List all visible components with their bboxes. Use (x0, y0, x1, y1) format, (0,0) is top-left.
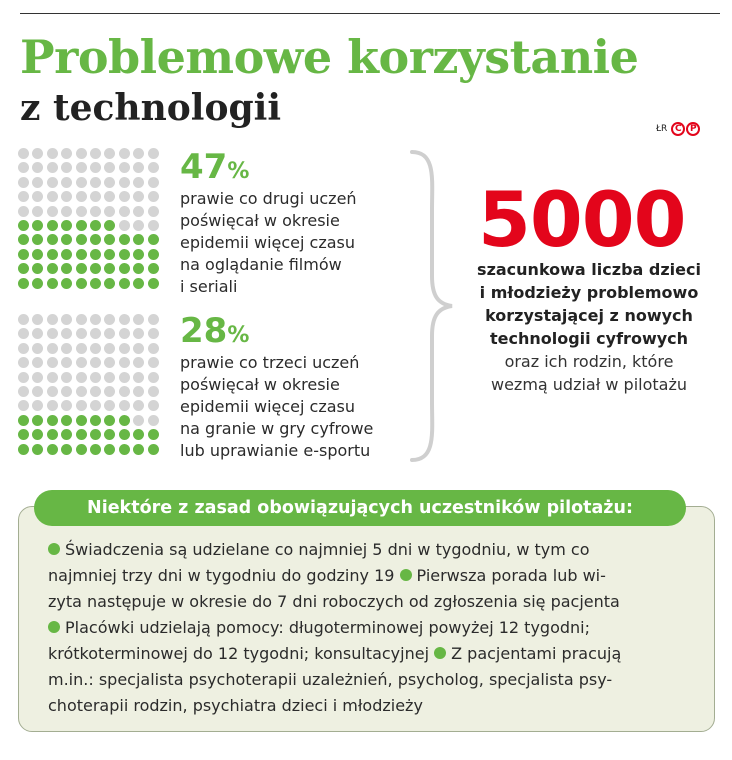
grid-dot (119, 220, 130, 231)
grid-dot (61, 415, 72, 426)
grid-dot (90, 415, 101, 426)
grid-dot (104, 234, 115, 245)
stat-description-line: epidemii więcej czasu (180, 233, 356, 252)
grid-dot (76, 191, 87, 202)
grid-dot (76, 263, 87, 274)
grid-dot (148, 148, 159, 159)
grid-dot (47, 400, 58, 411)
grid-dot (119, 263, 130, 274)
grid-dot (148, 372, 159, 383)
grid-dot (148, 357, 159, 368)
grid-dot (90, 372, 101, 383)
grid-dot (133, 415, 144, 426)
rules-line (48, 641, 708, 667)
stat-percent-47 (180, 148, 249, 192)
grid-dot (76, 177, 87, 188)
title-line-2: z technologii (20, 87, 281, 129)
grid-dot (76, 400, 87, 411)
grid-dot (18, 314, 29, 325)
grid-dot (18, 386, 29, 397)
grid-dot (32, 162, 43, 173)
big-desc-line: oraz ich rodzin, które (504, 352, 674, 371)
grid-dot (47, 234, 58, 245)
grid-dot (90, 386, 101, 397)
rules-line (48, 667, 708, 693)
grid-dot (18, 278, 29, 289)
grid-dot (104, 206, 115, 217)
grid-dot (90, 429, 101, 440)
grid-dot (90, 162, 101, 173)
grid-dot (32, 314, 43, 325)
grid-dot (47, 444, 58, 455)
grid-dot (119, 444, 130, 455)
grid-dot (47, 148, 58, 159)
top-rule (20, 13, 720, 14)
grid-dot (76, 206, 87, 217)
dot-grid-28 (18, 314, 162, 458)
grid-dot (104, 263, 115, 274)
grid-dot (61, 191, 72, 202)
stat-description-line: epidemii więcej czasu (180, 397, 356, 416)
grid-dot (119, 357, 130, 368)
grid-dot (32, 444, 43, 455)
rules-segment: Placówki udzielają pomocy: długoterminowej powyżej 12 tygodni; (65, 618, 590, 637)
grid-dot (148, 234, 159, 245)
grid-dot (133, 429, 144, 440)
grid-dot (61, 278, 72, 289)
grid-dot (119, 386, 130, 397)
grid-dot (76, 357, 87, 368)
rules-line (48, 563, 708, 589)
grid-dot (47, 343, 58, 354)
grid-dot (133, 177, 144, 188)
grid-dot (18, 263, 29, 274)
grid-dot (47, 206, 58, 217)
grid-dot (133, 400, 144, 411)
grid-dot (61, 249, 72, 260)
grid-dot (119, 249, 130, 260)
grid-dot (61, 343, 72, 354)
rules-text (48, 537, 708, 719)
grid-dot (47, 357, 58, 368)
author-initials: ŁR (656, 124, 668, 134)
grid-dot (32, 328, 43, 339)
grid-dot (104, 162, 115, 173)
grid-dot (90, 206, 101, 217)
grid-dot (133, 249, 144, 260)
grid-dot (61, 148, 72, 159)
grid-dot (119, 372, 130, 383)
grid-dot (18, 220, 29, 231)
grid-dot (47, 372, 58, 383)
grid-dot (76, 278, 87, 289)
stat-description-line: na granie w gry cyfrowe (180, 419, 374, 438)
grid-dot (18, 206, 29, 217)
grid-dot (104, 415, 115, 426)
stat-description-line: lub uprawianie e-sportu (180, 441, 371, 460)
grid-dot (61, 314, 72, 325)
grid-dot (76, 220, 87, 231)
grid-dot (119, 177, 130, 188)
grid-dot (148, 191, 159, 202)
grid-dot (76, 386, 87, 397)
grid-dot (32, 386, 43, 397)
grid-dot (32, 234, 43, 245)
grid-dot (32, 357, 43, 368)
grid-dot (47, 314, 58, 325)
rules-line (48, 589, 708, 615)
grid-dot (133, 372, 144, 383)
credit (656, 122, 701, 136)
percent-sign: % (227, 323, 250, 348)
grid-dot (133, 278, 144, 289)
grid-dot (90, 278, 101, 289)
grid-dot (148, 415, 159, 426)
grid-dot (119, 162, 130, 173)
grid-dot (32, 278, 43, 289)
grid-dot (76, 429, 87, 440)
big-desc-line: wezmą udział w pilotażu (490, 375, 687, 394)
grid-dot (32, 429, 43, 440)
bullet-icon (48, 543, 60, 555)
grid-dot (104, 343, 115, 354)
stat-description-line: poświęcał w okresie (180, 375, 340, 394)
grid-dot (133, 234, 144, 245)
grid-dot (61, 429, 72, 440)
grid-dot (18, 415, 29, 426)
big-desc-bold-line: szacunkowa liczba dzieci (477, 260, 701, 279)
grid-dot (47, 328, 58, 339)
grid-dot (104, 220, 115, 231)
rules-segment: m.in.: specjalista psychoterapii uzależnień, psycholog, specjalista psy- (48, 670, 613, 689)
grid-dot (18, 400, 29, 411)
grid-dot (148, 263, 159, 274)
grid-dot (76, 444, 87, 455)
grid-dot (90, 343, 101, 354)
grid-dot (61, 162, 72, 173)
grid-dot (32, 400, 43, 411)
dot-grid-47 (18, 148, 162, 292)
grid-dot (61, 357, 72, 368)
rules-line (48, 693, 708, 719)
rules-line (48, 615, 708, 641)
big-desc-bold-line: korzystającej z nowych (485, 306, 693, 325)
grid-dot (90, 328, 101, 339)
grid-dot (148, 386, 159, 397)
grid-dot (104, 400, 115, 411)
stat-description-47 (180, 188, 357, 298)
grid-dot (76, 415, 87, 426)
grid-dot (90, 177, 101, 188)
grid-dot (90, 314, 101, 325)
grid-dot (18, 444, 29, 455)
grid-dot (104, 278, 115, 289)
grid-dot (104, 429, 115, 440)
rules-segment: najmniej trzy dni w tygodniu do godziny 19 (48, 566, 400, 585)
stat-description-28 (180, 352, 373, 462)
grid-dot (133, 328, 144, 339)
grid-dot (47, 263, 58, 274)
grid-dot (148, 162, 159, 173)
grid-dot (119, 429, 130, 440)
big-number-5000: 5000 (478, 175, 686, 264)
grid-dot (90, 444, 101, 455)
grid-dot (133, 343, 144, 354)
grid-dot (47, 191, 58, 202)
grid-dot (148, 314, 159, 325)
grid-dot (90, 400, 101, 411)
stat-description-line: i seriali (180, 277, 238, 296)
grid-dot (90, 263, 101, 274)
stat-percent-value: 28 (180, 311, 228, 351)
bullet-icon (48, 621, 60, 633)
grid-dot (133, 263, 144, 274)
grid-dot (32, 148, 43, 159)
grid-dot (76, 372, 87, 383)
grid-dot (104, 386, 115, 397)
grid-dot (133, 220, 144, 231)
stat-description-line: poświęcał w okresie (180, 211, 340, 230)
grid-dot (61, 328, 72, 339)
grid-dot (47, 278, 58, 289)
grid-dot (61, 206, 72, 217)
grid-dot (133, 206, 144, 217)
grid-dot (61, 220, 72, 231)
grid-dot (133, 444, 144, 455)
grid-dot (119, 206, 130, 217)
grid-dot (133, 314, 144, 325)
grid-dot (61, 234, 72, 245)
grid-dot (104, 314, 115, 325)
grid-dot (148, 429, 159, 440)
grid-dot (119, 314, 130, 325)
rules-segment: Pierwsza porada lub wi- (416, 566, 606, 585)
grid-dot (133, 191, 144, 202)
grid-dot (90, 249, 101, 260)
grid-dot (76, 314, 87, 325)
grid-dot (32, 191, 43, 202)
grid-dot (18, 234, 29, 245)
grid-dot (104, 444, 115, 455)
grid-dot (119, 191, 130, 202)
grid-dot (104, 372, 115, 383)
grid-dot (104, 328, 115, 339)
stat-percent-28 (180, 312, 249, 356)
grid-dot (61, 386, 72, 397)
grid-dot (148, 400, 159, 411)
grid-dot (76, 328, 87, 339)
stat-description-line: na oglądanie filmów (180, 255, 342, 274)
rules-segment: Z pacjentami pracują (451, 644, 622, 663)
grid-dot (61, 400, 72, 411)
grid-dot (32, 343, 43, 354)
bullet-icon (434, 647, 446, 659)
grid-dot (18, 343, 29, 354)
grid-dot (61, 177, 72, 188)
grid-dot (90, 191, 101, 202)
grid-dot (18, 429, 29, 440)
title-line-1: Problemowe korzystanie (20, 30, 639, 84)
grid-dot (18, 372, 29, 383)
grid-dot (32, 415, 43, 426)
grid-dot (32, 220, 43, 231)
grid-dot (61, 263, 72, 274)
grid-dot (90, 148, 101, 159)
grid-dot (32, 263, 43, 274)
grid-dot (32, 206, 43, 217)
grid-dot (47, 162, 58, 173)
grid-dot (76, 249, 87, 260)
grid-dot (47, 386, 58, 397)
grid-dot (76, 234, 87, 245)
grid-dot (90, 220, 101, 231)
grid-dot (90, 357, 101, 368)
rules-segment: choterapii rodzin, psychiatra dzieci i młodzieży (48, 696, 423, 715)
grid-dot (119, 328, 130, 339)
grid-dot (90, 234, 101, 245)
grid-dot (32, 177, 43, 188)
grid-dot (61, 372, 72, 383)
percent-sign: % (227, 159, 250, 184)
grid-dot (18, 249, 29, 260)
grid-dot (18, 162, 29, 173)
grid-dot (133, 386, 144, 397)
big-desc-bold-line: i młodzieży problemowo (479, 283, 699, 302)
grid-dot (119, 400, 130, 411)
grid-dot (119, 278, 130, 289)
rules-segment: Świadczenia są udzielane co najmniej 5 dni w tygodniu, w tym co (65, 540, 590, 559)
grid-dot (133, 357, 144, 368)
big-desc-bold-line: technologii cyfrowych (489, 329, 689, 348)
grid-dot (47, 249, 58, 260)
grid-dot (18, 328, 29, 339)
grid-dot (104, 357, 115, 368)
grid-dot (47, 220, 58, 231)
grid-dot (76, 148, 87, 159)
logo-c-icon: C (671, 122, 685, 136)
bullet-icon (400, 569, 412, 581)
grid-dot (18, 177, 29, 188)
grid-dot (148, 177, 159, 188)
grid-dot (18, 148, 29, 159)
grid-dot (148, 343, 159, 354)
grid-dot (47, 429, 58, 440)
grid-dot (76, 162, 87, 173)
grid-dot (32, 372, 43, 383)
grid-dot (119, 415, 130, 426)
grid-dot (133, 148, 144, 159)
grid-dot (61, 444, 72, 455)
grid-dot (104, 249, 115, 260)
grid-dot (119, 148, 130, 159)
stat-percent-value: 47 (180, 147, 228, 187)
big-number-description (448, 258, 730, 396)
grid-dot (148, 328, 159, 339)
grid-dot (104, 177, 115, 188)
stat-description-line: prawie co drugi uczeń (180, 189, 357, 208)
grid-dot (18, 191, 29, 202)
grid-dot (148, 249, 159, 260)
grid-dot (148, 444, 159, 455)
grid-dot (119, 343, 130, 354)
grid-dot (148, 278, 159, 289)
grid-dot (104, 191, 115, 202)
grid-dot (148, 220, 159, 231)
rules-header: Niektóre z zasad obowiązujących uczestników pilotażu: (34, 490, 686, 526)
grid-dot (47, 177, 58, 188)
grid-dot (119, 234, 130, 245)
rules-segment: krótkoterminowej do 12 tygodni; konsultacyjnej (48, 644, 435, 663)
rules-line (48, 537, 708, 563)
grid-dot (76, 343, 87, 354)
grid-dot (133, 162, 144, 173)
rules-segment: zyta następuje w okresie do 7 dni roboczych od zgłoszenia się pacjenta (48, 592, 620, 611)
grid-dot (47, 415, 58, 426)
grid-dot (148, 206, 159, 217)
stat-description-line: prawie co trzeci uczeń (180, 353, 360, 372)
grid-dot (18, 357, 29, 368)
grid-dot (104, 148, 115, 159)
logo-p-icon: P (686, 122, 700, 136)
grid-dot (32, 249, 43, 260)
